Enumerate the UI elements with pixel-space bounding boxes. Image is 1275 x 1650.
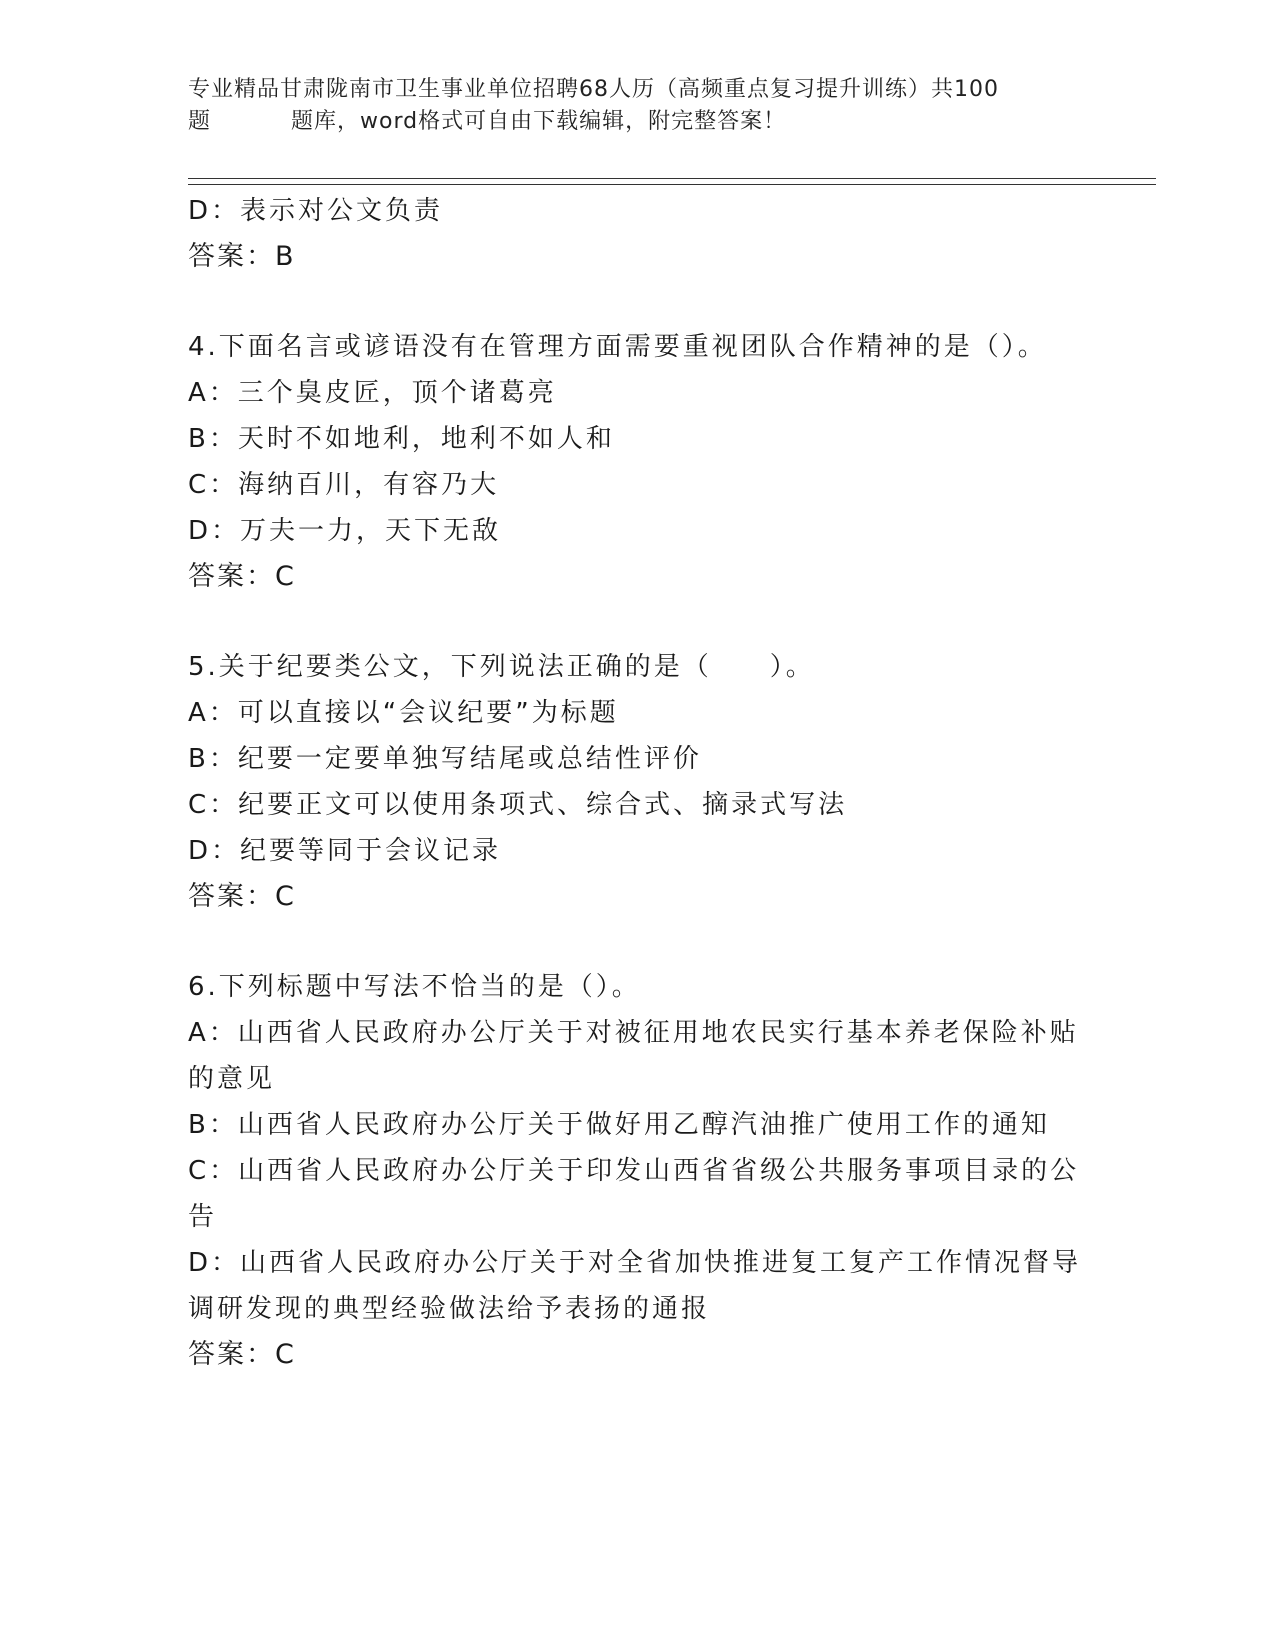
question-answer: 答案：C	[188, 561, 296, 592]
question-stem: 6.下列标题中写法不恰当的是（）。	[188, 972, 641, 1002]
header-title-line2-start: 题	[188, 109, 212, 134]
question-stem: 5.关于纪要类公文，下列说法正确的是（ ）。	[188, 652, 815, 682]
carryover-option-d: D：表示对公文负责	[188, 196, 444, 226]
question-block-6	[188, 964, 1088, 1378]
option-c: C：纪要正文可以使用条项式、综合式、摘录式写法	[188, 790, 848, 820]
spacer	[188, 600, 1088, 644]
document-body	[188, 188, 1088, 1378]
option-d: D：山西省人民政府办公厅关于对全省加快推进复工复产工作情况督导调研发现的典型经验做法给予表扬的通报	[188, 1248, 1082, 1324]
question-answer: 答案：C	[188, 1339, 296, 1370]
option-d: D：万夫一力，天下无敌	[188, 516, 502, 546]
option-c: C：山西省人民政府办公厅关于印发山西省省级公共服务事项目录的公告	[188, 1156, 1080, 1232]
option-c: C：海纳百川，有容乃大	[188, 470, 500, 500]
header-title-line1: 专业精品甘肃陇南市卫生事业单位招聘68人历（高频重点复习提升训练）共100	[188, 77, 999, 102]
carryover-answer: 答案：B	[188, 241, 296, 272]
question-block-4	[188, 324, 1088, 600]
question-stem: 4.下面名言或谚语没有在管理方面需要重视团队合作精神的是（）。	[188, 332, 1047, 362]
header-title-line2-rest: 题库，word格式可自由下载编辑，附完整答案！	[291, 109, 787, 134]
header-title-line2	[188, 106, 1088, 138]
question-answer: 答案：C	[188, 881, 296, 912]
option-a: A：可以直接以“会议纪要”为标题	[188, 698, 619, 728]
page-header	[188, 74, 1088, 138]
option-b: B：纪要一定要单独写结尾或总结性评价	[188, 744, 702, 774]
spacer	[188, 280, 1088, 324]
option-d: D：纪要等同于会议记录	[188, 836, 502, 866]
header-divider	[188, 178, 1156, 185]
question-block-5	[188, 644, 1088, 920]
option-a: A：三个臭皮匠，顶个诸葛亮	[188, 378, 557, 408]
option-b: B：天时不如地利，地利不如人和	[188, 424, 615, 454]
spacer	[188, 920, 1088, 964]
option-a: A：山西省人民政府办公厅关于对被征用地农民实行基本养老保险补贴的意见	[188, 1018, 1079, 1094]
option-b: B：山西省人民政府办公厅关于做好用乙醇汽油推广使用工作的通知	[188, 1110, 1050, 1140]
